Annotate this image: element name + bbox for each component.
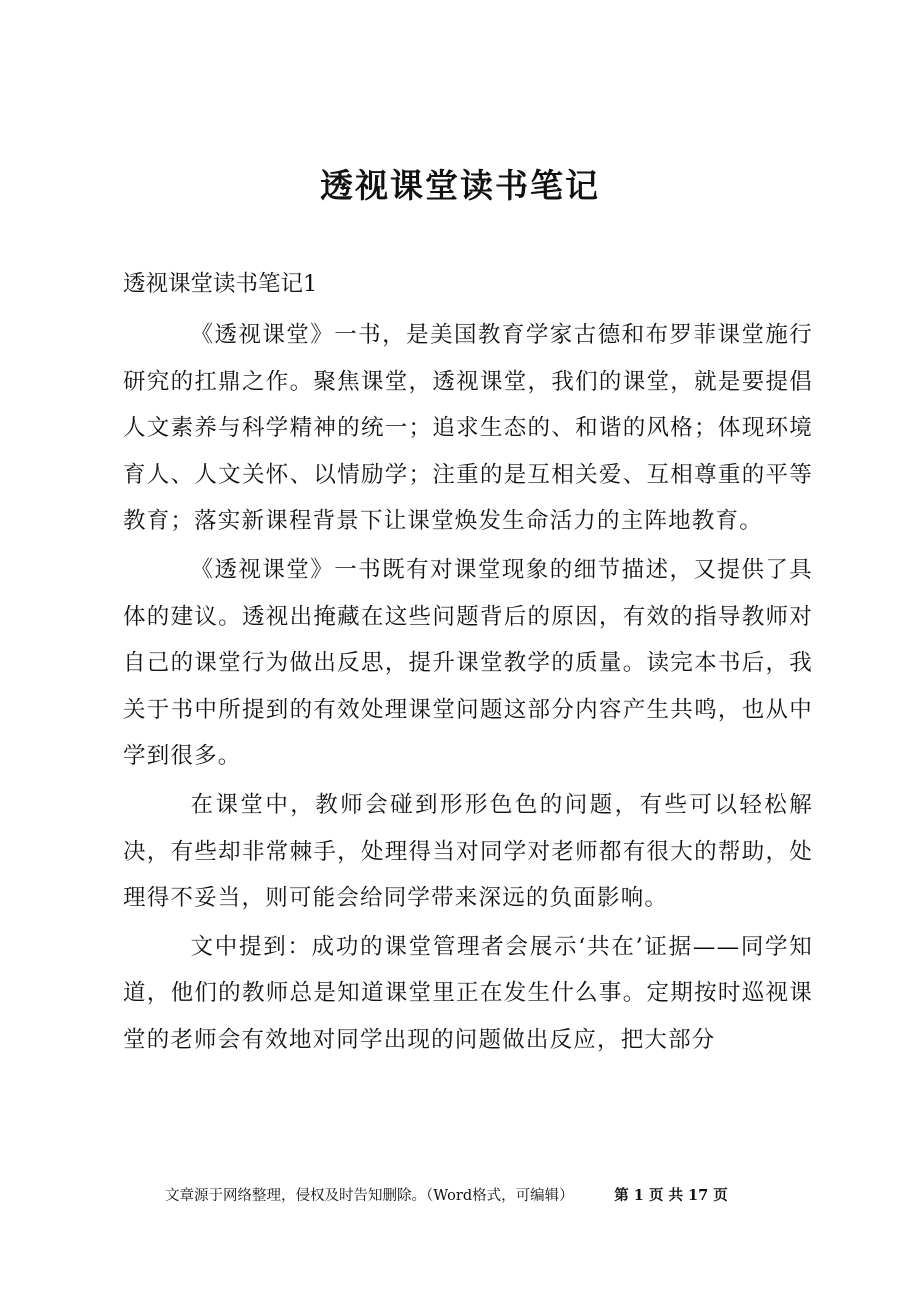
- section-heading: 透视课堂读书笔记1: [123, 271, 318, 297]
- paragraph-2: 《透视课堂》一书既有对课堂现象的细节描述，又提供了具体的建议。透视出掩藏在这些问题背后的原因，有效的指导教师对自己的课堂行为做出反思，提升课堂教学的质量。读完本书后，我关于书中所提到的有效处理课堂问题这部分内容产生共鸣，也从中学到很多。: [123, 556, 813, 770]
- page-title: 透视课堂读书笔记: [320, 166, 600, 205]
- page-number: 第 1 页 共 17 页: [614, 1187, 728, 1204]
- paragraph-3: 在课堂中，教师会碰到形形色色的问题，有些可以轻松解决，有些却非常棘手，处理得当对同学对老师都有很大的帮助，处理得不妥当，则可能会给同学带来深远的负面影响。: [123, 791, 813, 912]
- body-text: [123, 312, 813, 1066]
- paragraph-4: 文中提到：成功的课堂管理者会展示‘共在’证据——同学知道，他们的教师总是知道课堂里正在发生什么事。定期按时巡视课堂的老师会有效地对同学出现的问题做出反应，把大部分: [123, 933, 813, 1053]
- page-footer: [165, 1186, 728, 1206]
- footer-note: 文章源于网络整理，侵权及时告知删除。（Word格式，可编辑）: [165, 1188, 574, 1204]
- paragraph-1: 《透视课堂》一书，是美国教育学家古德和布罗菲课堂施行研究的扛鼎之作。聚焦课堂，透视课堂，我们的课堂，就是要提倡人文素养与科学精神的统一；追求生态的、和谐的风格；体现环境育人、人文关怀、以情励学；注重的是互相关爱、互相尊重的平等教育；落实新课程背景下让课堂焕发生命活力的主阵地教育。: [123, 322, 813, 535]
